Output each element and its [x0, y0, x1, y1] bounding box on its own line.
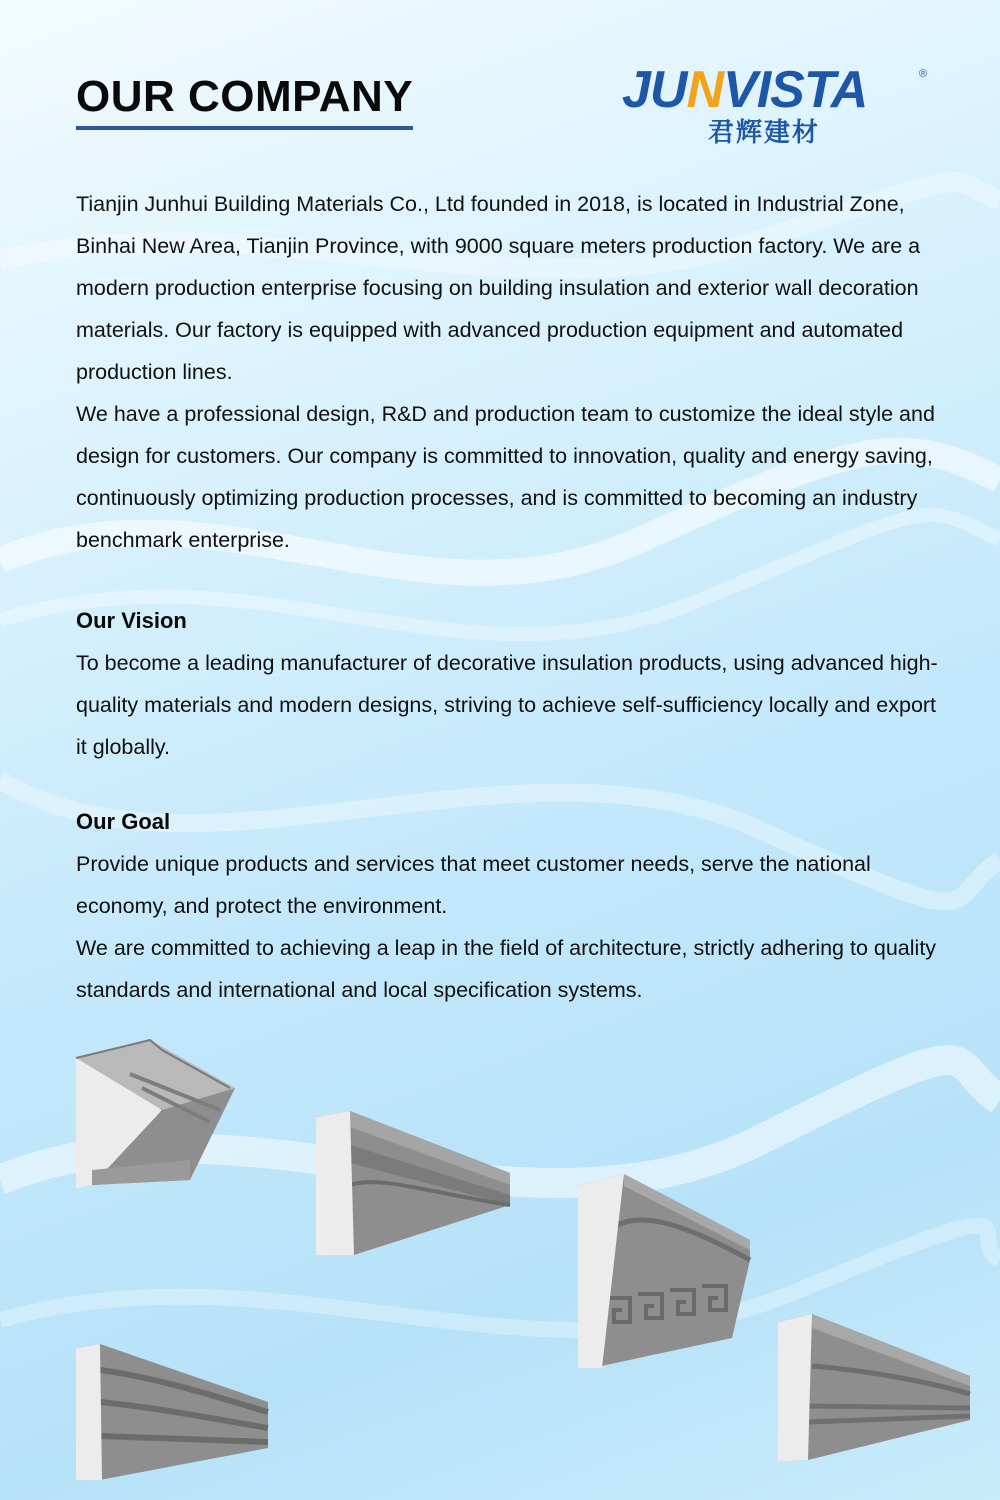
greek-key-cornice-icon	[572, 1168, 757, 1373]
logo-chinese-name: 君辉建材	[708, 117, 821, 147]
logo-accent-letter: N	[686, 61, 724, 119]
reeded-moulding-icon	[70, 1340, 275, 1485]
goal-heading: Our Goal	[76, 809, 171, 834]
vision-heading: Our Vision	[76, 608, 187, 633]
goal-text-1: Provide unique products and services that meet customer needs, serve the national economy, and protect the environment.	[76, 852, 871, 918]
stepped-band-moulding-icon	[772, 1310, 977, 1470]
registered-mark: ®	[919, 68, 928, 80]
intro-paragraph-2: We have a professional design, R&D and production team to customize the ideal style and design for customers. Our company is committed to innovation, quality and energy saving, continuously optimizing production processes, and is committed to becoming an industry benchmark enterprise.	[76, 402, 935, 552]
intro-paragraph-1: Tianjin Junhui Building Materials Co., Ltd founded in 2018, is located in Industrial Zone, Binhai New Area, Tianjin Province, with 9000 square meters production factory. We are a modern production enterprise focusing on building insulation and exterior wall decoration materials. Our factory is equipped with advanced production equipment and automated production lines.	[76, 192, 921, 384]
page-title: OUR COMPANY	[76, 72, 414, 121]
logo-prefix: JU	[622, 61, 687, 119]
vision-text: To become a leading manufacturer of decorative insulation products, using advanced high-quality materials and modern designs, striving to achieve self-sufficiency locally and export it globally.	[76, 651, 938, 759]
stepped-cornice-icon	[310, 1105, 520, 1265]
logo-suffix: VISTA	[723, 61, 868, 119]
title-underline	[76, 126, 413, 130]
brand-logo	[622, 60, 932, 150]
goal-text-2: We are committed to achieving a leap in the field of architecture, strictly adhering to quality standards and international and local specification systems.	[76, 936, 937, 1002]
crown-moulding-icon	[70, 1030, 245, 1195]
logo-wordmark	[622, 60, 867, 120]
